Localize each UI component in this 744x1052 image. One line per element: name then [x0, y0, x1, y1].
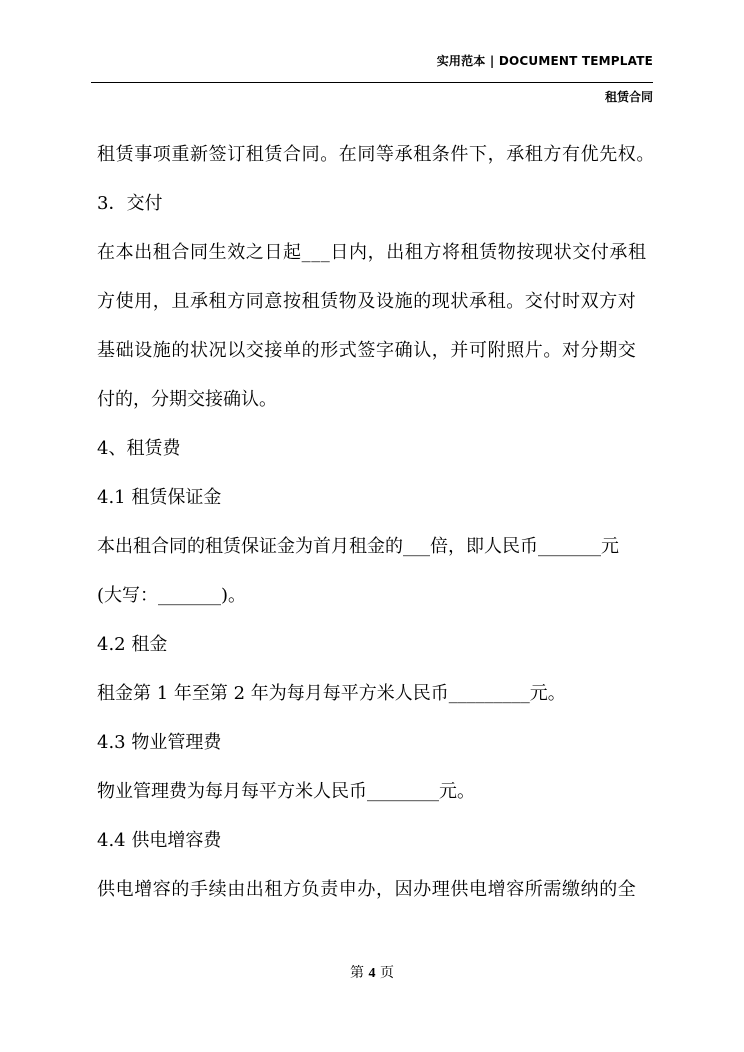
- header-title: 实用范本 | DOCUMENT TEMPLATE: [436, 54, 653, 68]
- body-line: 方使用，且承租方同意按租赁物及设施的现状承租。交付时双方对: [97, 291, 637, 312]
- body-line: 本出租合同的租赁保证金为首月租金的___倍，即人民币_______元: [97, 536, 619, 557]
- footer-prefix: 第: [350, 965, 365, 981]
- body-line: 供电增容的手续由出租方负责申办，因办理供电增容所需缴纳的全: [97, 879, 637, 900]
- document-body: [97, 139, 663, 923]
- subsection-heading: 4.4 供电增容费: [97, 830, 222, 851]
- body-line: 在本出租合同生效之日起___日内，出租方将租赁物按现状交付承租: [97, 242, 647, 263]
- body-line: 租金第 1 年至第 2 年为每月每平方米人民币_________元。: [97, 683, 566, 704]
- header-subtitle: 租赁合同: [604, 90, 653, 104]
- body-line: 付的，分期交接确认。: [97, 389, 277, 410]
- section-heading: 4、租赁费: [97, 438, 181, 459]
- footer-suffix: 页: [379, 965, 394, 981]
- body-line: 租赁事项重新签订租赁合同。在同等承租条件下，承租方有优先权。: [97, 144, 655, 165]
- subsection-heading: 4.2 租金: [97, 634, 168, 655]
- page-footer: [0, 962, 744, 982]
- page-number: 4: [368, 966, 376, 981]
- subsection-heading: 4.3 物业管理费: [97, 732, 222, 753]
- section-heading: 3．交付: [97, 193, 163, 214]
- header-divider: [91, 82, 653, 83]
- body-line: (大写：_______)。: [97, 585, 247, 606]
- body-line: 基础设施的状况以交接单的形式签字确认，并可附照片。对分期交: [97, 340, 637, 361]
- body-line: 物业管理费为每月每平方米人民币________元。: [97, 781, 475, 802]
- subsection-heading: 4.1 租赁保证金: [97, 487, 222, 508]
